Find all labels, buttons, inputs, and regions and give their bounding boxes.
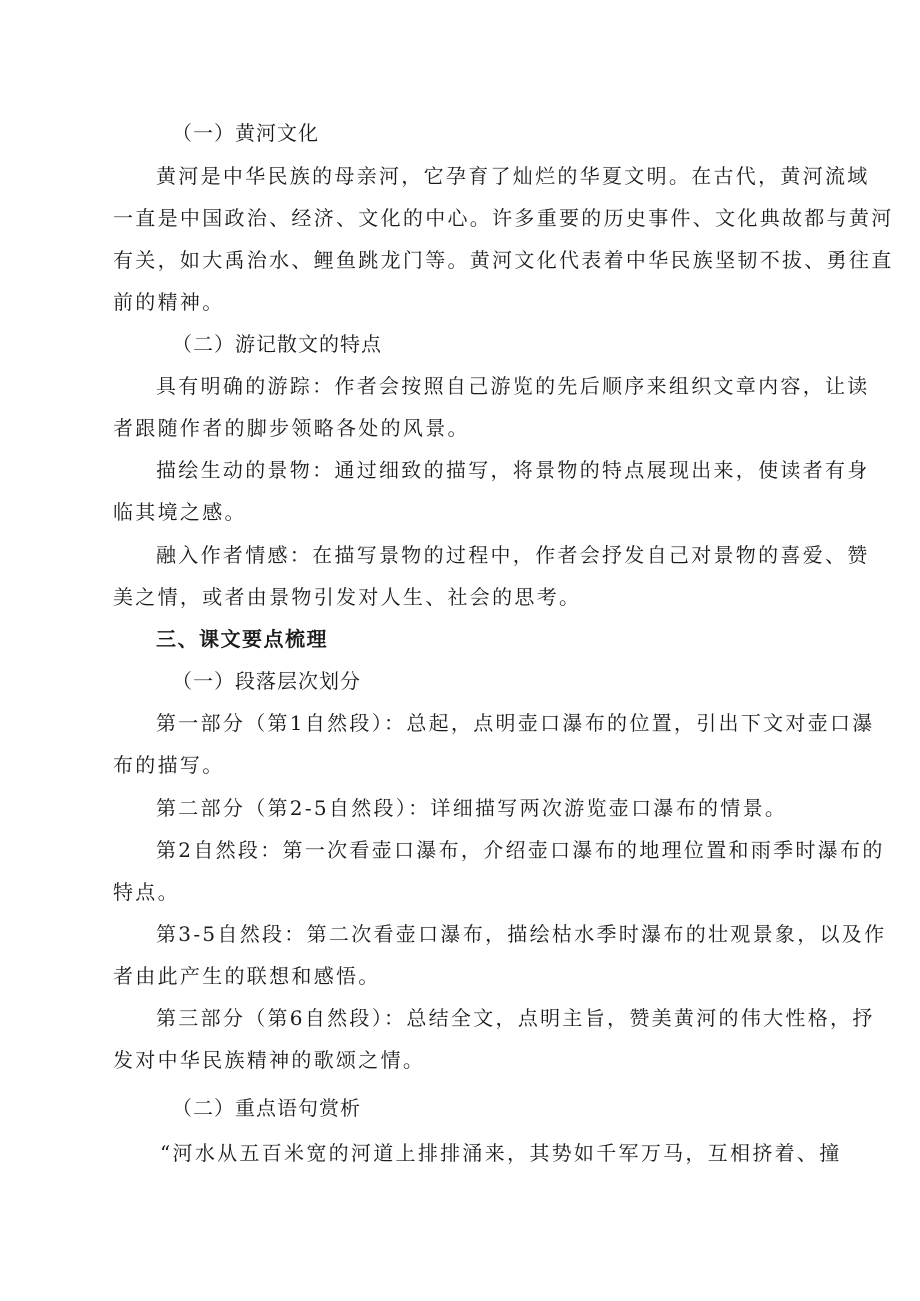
paragraph-line: 有关，如大禹治水、鲤鱼跳龙门等。黄河文化代表着中华民族坚韧不拔、勇往直 [113, 248, 894, 272]
paragraph-line: 特点。 [113, 880, 180, 904]
paragraph-line: 第3-5自然段：第二次看壶口瀑布，描绘枯水季时瀑布的壮观景象，以及作 [156, 922, 887, 946]
paragraph-line: 具有明确的游踪：作者会按照自己游览的先后顺序来组织文章内容，让读 [156, 374, 870, 398]
paragraph-line: 第2自然段：第一次看壶口瀑布，介绍壶口瀑布的地理位置和雨季时瀑布的 [156, 838, 885, 862]
quoted-sentence: “河水从五百米宽的河道上排排涌来，其势如千军万马，互相挤着、撞 [160, 1141, 842, 1165]
paragraph-line: 者由此产生的联想和感悟。 [113, 964, 381, 988]
paragraph-line: 第一部分（第1自然段）：总起，点明壶口瀑布的位置，引出下文对壶口瀑 [156, 711, 875, 735]
paragraph-line: 第三部分（第6自然段）：总结全文，点明主旨，赞美黄河的伟大性格，抒 [156, 1006, 875, 1030]
paragraph-line: 一直是中国政治、经济、文化的中心。许多重要的历史事件、文化典故都与黄河 [113, 206, 894, 230]
paragraph-line: 黄河是中华民族的母亲河，它孕育了灿烂的华夏文明。在古代，黄河流域 [156, 164, 870, 188]
paragraph-line: 融入作者情感：在描写景物的过程中，作者会抒发自己对景物的喜爱、赞 [156, 543, 870, 567]
subheading-travel-essay-features: （二）游记散文的特点 [172, 332, 382, 356]
paragraph-line: 美之情，或者由景物引发对人生、社会的思考。 [113, 585, 582, 609]
paragraph-line: 第二部分（第2-5自然段）：详细描写两次游览壶口瀑布的情景。 [156, 796, 788, 820]
paragraph-line: 临其境之感。 [113, 500, 247, 524]
paragraph-line: 发对中华民族精神的歌颂之情。 [113, 1048, 426, 1072]
subheading-key-sentence-analysis: （二）重点语句赏析 [172, 1096, 361, 1120]
subheading-yellow-river-culture: （一）黄河文化 [172, 121, 319, 145]
section-heading-key-points: 三、课文要点梳理 [156, 627, 328, 651]
paragraph-line: 前的精神。 [113, 290, 225, 314]
paragraph-line: 者跟随作者的脚步领略各处的风景。 [113, 416, 470, 440]
subheading-paragraph-division: （一）段落层次划分 [172, 669, 361, 693]
paragraph-line: 布的描写。 [113, 753, 225, 777]
paragraph-line: 描绘生动的景物：通过细致的描写，将景物的特点展现出来，使读者有身 [156, 458, 870, 482]
